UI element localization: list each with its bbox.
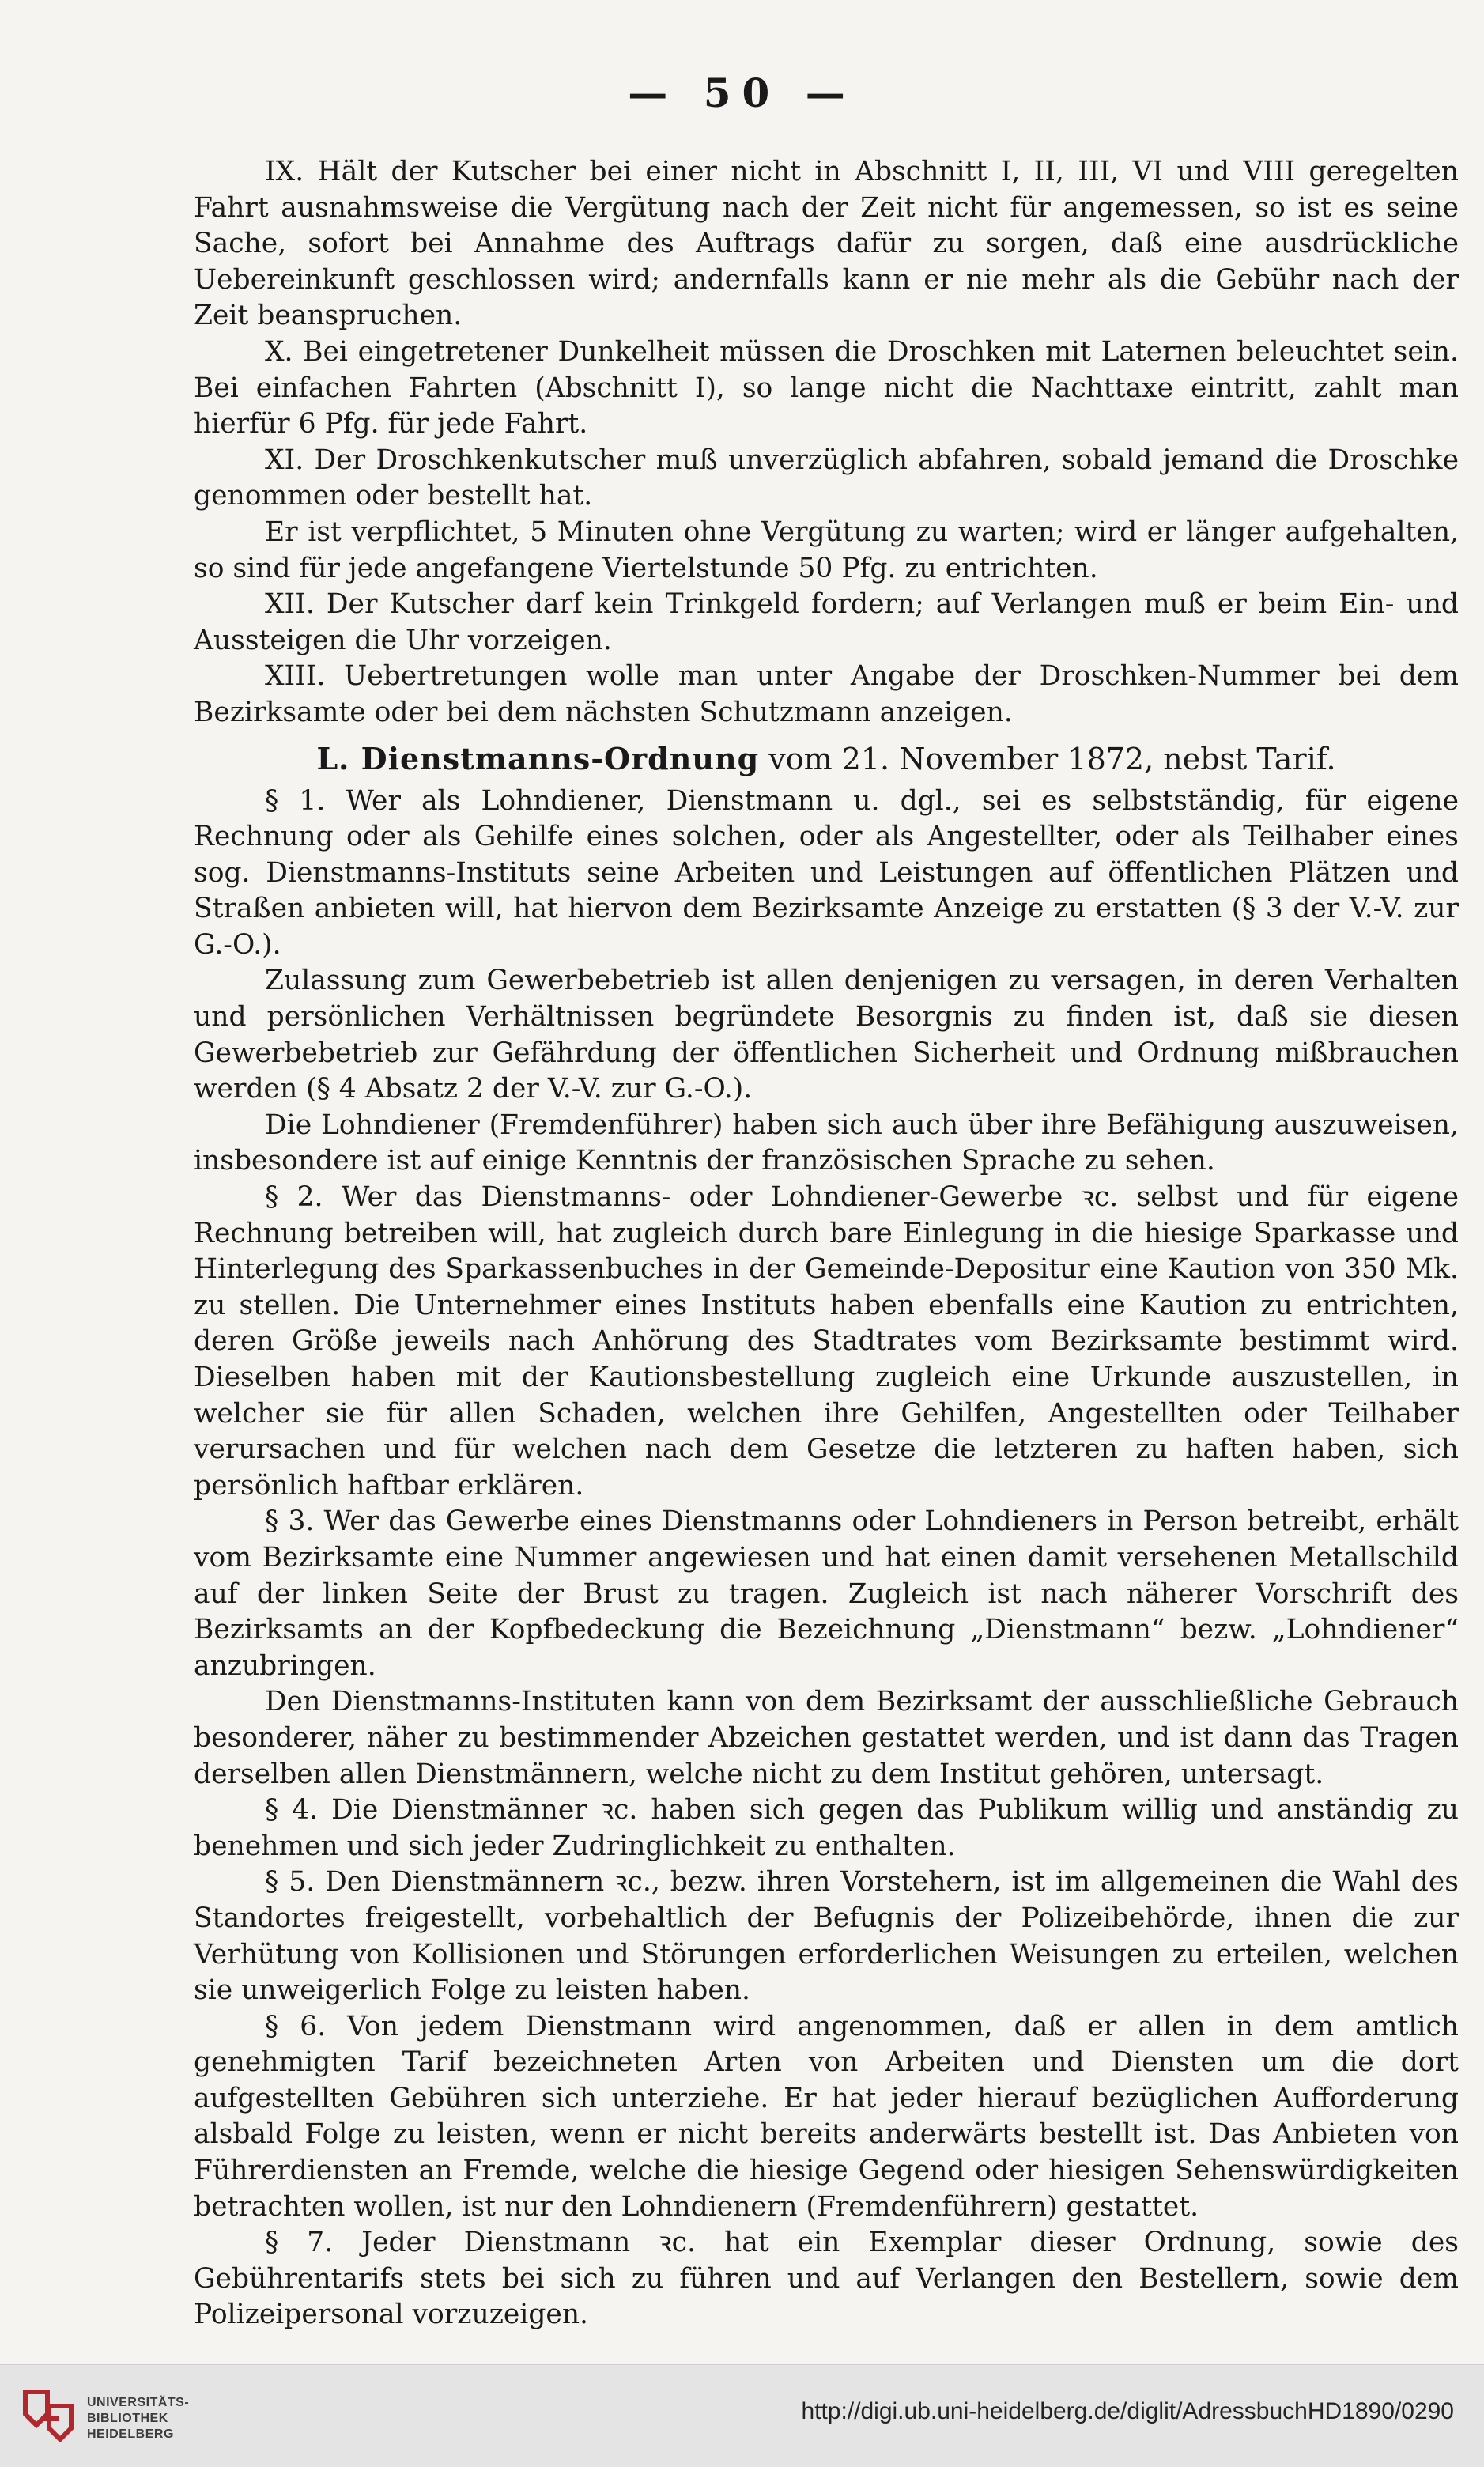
heading-subtitle: vom 21. November 1872, nebst Tarif.	[768, 741, 1336, 776]
paragraph-s7: § 7. Jeder Dienstmann ꝛc. hat ein Exemplar dieser Ordnung, sowie des Gebührentarifs stets bei sich zu führen und auf Verlangen den Bestellern, sowie dem Polizeipersonal vorzuzeigen.	[194, 2227, 1459, 2331]
library-logo[interactable]	[17, 2381, 199, 2452]
library-logo-icon	[17, 2384, 79, 2447]
paragraph-x: X. Bei eingetretener Dunkelheit müssen die Droschken mit Laternen beleuchtet sein. Bei einfachen Fahrten (Abschnitt I), so lange nicht die Nachttaxe eintritt, zahlt man hierfür 6 Pfg. für jede Fahrt.	[194, 335, 1459, 440]
heading-title: L. Dienstmanns-Ordnung	[316, 740, 760, 776]
logo-line-1: UNIVERSITÄTS-	[87, 2396, 190, 2409]
paragraph-s1: § 1. Wer als Lohndiener, Dienstmann u. dgl., sei es selbstständig, für eigene Rechnung oder als Gehilfe eines solchen, oder als Angestellter, oder als Teilhaber eines sog. Dienstmanns-Instituts seine Arbeiten und Leistungen auf öffentlichen Plätzen und Straßen anbieten will, hat hiervon dem Bezirksamte Anzeige zu erstatten (§ 3 der V.-V. zur G.-O.).	[194, 784, 1459, 961]
paragraph-xi: XI. Der Droschkenkutscher muß unverzüglich abfahren, sobald jemand die Droschke genommen oder bestellt hat.	[194, 444, 1459, 512]
section-heading	[194, 739, 1459, 779]
permalink-url[interactable]: http://digi.ub.uni-heidelberg.de/diglit/AdressbuchHD1890/0290	[801, 2398, 1454, 2424]
paragraph-s1-lohndiener: Die Lohndiener (Fremdenführer) haben sich auch über ihre Befähigung auszuweisen, insbesondere ist auf einige Kenntnis der französischen Sprache zu sehen.	[194, 1109, 1459, 1177]
logo-line-3: HEIDELBERG	[87, 2427, 174, 2441]
paragraph-s4: § 4. Die Dienstmänner ꝛc. haben sich gegen das Publikum willig und anständig zu benehmen und sich jeder Zudringlichkeit zu enthalten.	[194, 1794, 1459, 1862]
paragraph-s3: § 3. Wer das Gewerbe eines Dienstmanns oder Lohndieners in Person betreibt, erhält vom Bezirksamte eine Nummer angewiesen und hat einen damit versehenen Metallschild auf der linken Seite der Brust zu tragen. Zugleich ist nach näherer Vorschrift des Bezirksamts an der Kopfbedeckung die Bezeichnung „Dienstmann“ bezw. „Lohndiener“ anzubringen.	[194, 1506, 1459, 1682]
logo-line-2: BIBLIOTHEK	[87, 2412, 168, 2425]
page-number: — 50 —	[628, 70, 856, 116]
paragraph-s6: § 6. Von jedem Dienstmann wird angenommen, daß er allen in dem amtlich genehmigten Tarif bezeichneten Arten von Arbeiten und Diensten um die dort aufgestellten Gebühren sich unterziehe. Er hat jeder hierauf bezüglichen Aufforderung alsbald Folge zu leisten, wenn er nicht bereits anderwärts bestellt ist. Das Anbieten von Führerdiensten an Fremde, welche die hiesige Gegend oder hiesigen Sehenswürdigkeiten betrachten wollen, ist nur den Lohndienern (Fremdenführern) gestattet.	[194, 2010, 1459, 2223]
paragraph-s5: § 5. Den Dienstmännern ꝛc., bezw. ihren Vorstehern, ist im allgemeinen die Wahl des Standortes freigestellt, vorbehaltlich der Befugnis der Polizeibehörde, ihnen die zur Verhütung von Kollisionen und Störungen erforderlichen Weisungen zu erteilen, welchen sie unweigerlich Folge zu leisten haben.	[194, 1866, 1459, 2007]
paragraph-xi-wait: Er ist verpflichtet, 5 Minuten ohne Vergütung zu warten; wird er länger aufgehalten, so sind für jede angefangene Viertelstunde 50 Pfg. zu entrichten.	[194, 516, 1459, 584]
paragraph-s2: § 2. Wer das Dienstmanns- oder Lohndiener-Gewerbe ꝛc. selbst und für eigene Rechnung betreiben will, hat zugleich durch bare Einlegung in die hiesige Sparkasse und Hinterlegung des Sparkassenbuches in der Gemeinde-Depositur eine Kaution von 350 Mk. zu stellen. Die Unternehmer eines Instituts haben ebenfalls eine Kaution zu entrichten, deren Größe jeweils nach Anhörung des Stadtrates vom Bezirksamte bestimmt wird. Dieselben haben mit der Kautionsbestellung zugleich eine Urkunde auszustellen, in welcher sie für allen Schaden, welchen ihre Gehilfen, Angestellten oder Teilhaber verursachen und für welchen nach dem Gesetze die letzteren zu haften haben, sich persönlich haftbar erklären.	[194, 1181, 1459, 1502]
paragraph-xii: XII. Der Kutscher darf kein Trinkgeld fordern; auf Verlangen muß er beim Ein- und Aussteigen die Uhr vorzeigen.	[194, 588, 1459, 656]
paragraph-ix: IX. Hält der Kutscher bei einer nicht in Abschnitt I, II, III, VI und VIII geregelten Fahrt ausnahmsweise die Vergütung nach der Zeit nicht für angemessen, so ist es seine Sache, sofort bei Annahme des Auftrags dafür zu sorgen, daß eine ausdrückliche Uebereinkunft geschlossen wird; andernfalls kann er nie mehr als die Gebühr nach der Zeit beanspruchen.	[194, 156, 1459, 332]
paragraph-xiii: XIII. Uebertretungen wolle man unter Angabe der Droschken-Nummer bei dem Bezirksamte oder bei dem nächsten Schutzmann anzeigen.	[194, 660, 1459, 728]
viewer-footer	[0, 2364, 1484, 2467]
paragraph-s1-zulassung: Zulassung zum Gewerbebetrieb ist allen denjenigen zu versagen, in deren Verhalten und persönlichen Verhältnissen begründete Besorgnis zu finden ist, daß sie diesen Gewerbebetrieb zur Gefährdung der öffentlichen Sicherheit und Ordnung mißbrauchen werden (§ 4 Absatz 2 der V.-V. zur G.-O.).	[194, 965, 1459, 1105]
page-body	[194, 154, 1459, 2333]
library-logo-text	[87, 2395, 189, 2442]
paragraph-s3-institute: Den Dienstmanns-Instituten kann von dem Bezirksamt der ausschließliche Gebrauch besonderer, näher zu bestimmender Abzeichen gestattet werden, und ist dann das Tragen derselben allen Dienstmännern, welche nicht zu dem Institut gehören, untersagt.	[194, 1686, 1459, 1790]
